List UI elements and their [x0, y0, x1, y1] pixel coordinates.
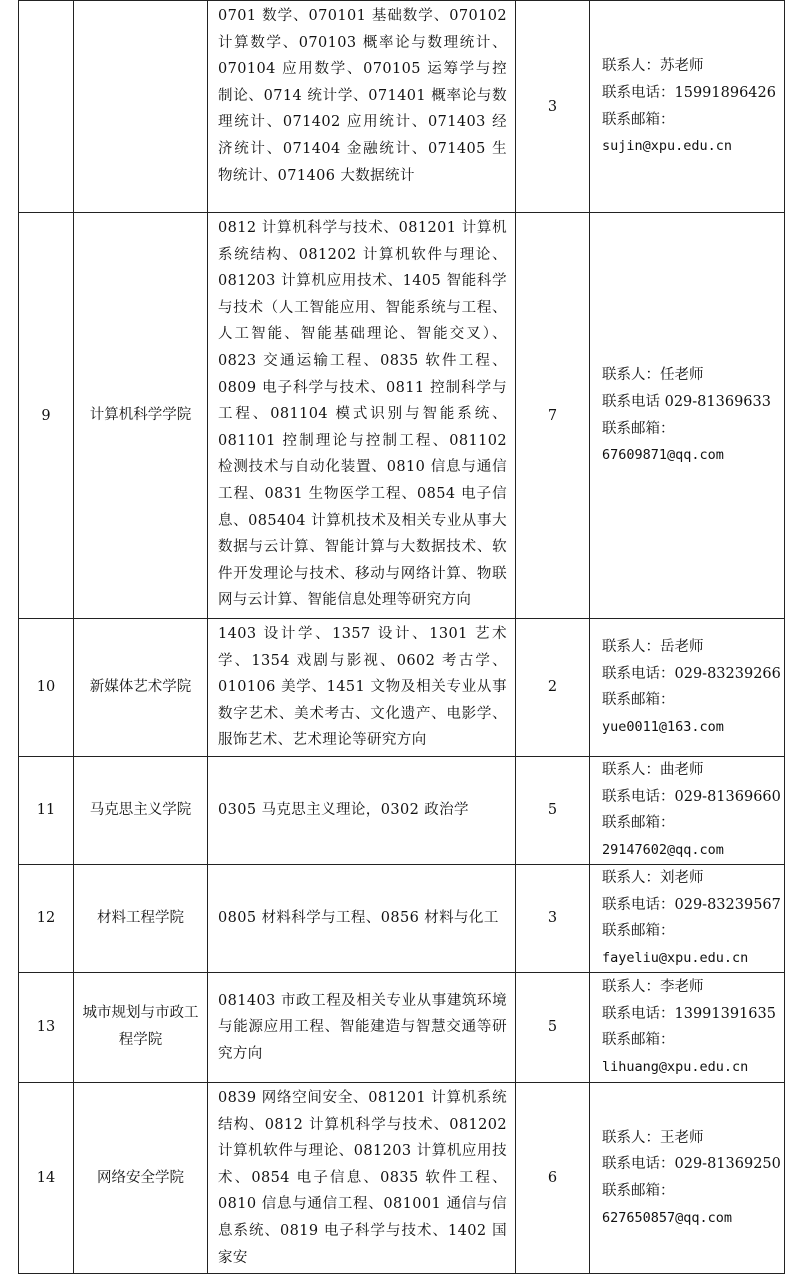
table-row [19, 619, 785, 757]
contact-email: lihuang@xpu.edu.cn [602, 1059, 749, 1076]
college-name: 城市规划与市政工程学院 [74, 972, 208, 1082]
contact-person: 联系人：岳老师 [602, 639, 704, 656]
contact-person: 联系人：李老师 [602, 979, 704, 996]
contact-person: 联系人：苏老师 [602, 58, 704, 75]
majors-list: 0839 网络空间安全、081201 计算机系统结构、0812 计算机科学与技术、081202 计算机软件与理论、081203 计算机应用技术、0854 电子信息、0835 软件工程、0810 信息与通信工程、081001 通信与信息系统、0819 电子科学与技术、1402 国家安 [208, 1082, 516, 1273]
contact-email: 627650857@qq.com [602, 1209, 733, 1226]
row-number: 14 [19, 1082, 74, 1273]
quota-count: 7 [516, 213, 590, 619]
contact-email: fayeliu@xpu.edu.cn [602, 950, 749, 967]
contact-person: 联系人：曲老师 [602, 762, 704, 779]
recruitment-table [18, 0, 785, 1274]
row-number: 11 [19, 756, 74, 864]
majors-list: 0305 马克思主义理论，0302 政治学 [208, 756, 516, 864]
contact-info [590, 619, 785, 757]
contact-email: 29147602@qq.com [602, 842, 724, 859]
contact-phone: 联系电话：13991391635 [602, 1005, 776, 1022]
table-row [19, 1, 785, 213]
contact-email: sujin@xpu.edu.cn [602, 138, 733, 155]
contact-info [590, 756, 785, 864]
contact-person: 联系人：王老师 [602, 1129, 704, 1146]
contact-info [590, 213, 785, 619]
quota-count: 2 [516, 619, 590, 757]
college-name: 计算机科学学院 [74, 213, 208, 619]
contact-phone: 联系电话：15991896426 [602, 84, 776, 101]
contact-email-label: 联系邮箱： [602, 815, 675, 832]
majors-list: 0812 计算机科学与技术、081201 计算机系统结构、081202 计算机软件与理论、081203 计算机应用技术、1405 智能科学与技术（人工智能应用、智能系统与工程、人工智能、智能基础理论、智能交叉）、0823 交通运输工程、0835 软件工程、0809 电子科学与技术、0811 控制科学与工程、081104 模式识别与智能系统、081101 控制理论与控制工程、081102 检测技术与自动化装置、0810 信息与通信工程、0831 生物医学工程、0854 电子信息、085404 计算机技术及相关专业从事大数据与云计算、智能计算与大数据技术、软件开发理论与技术、移动与网络计算、物联网与云计算、智能信息处理等研究方向 [208, 213, 516, 619]
contact-phone: 联系电话：029-83239266 [602, 665, 781, 682]
contact-info [590, 972, 785, 1082]
row-number: 13 [19, 972, 74, 1082]
table-row [19, 1082, 785, 1273]
majors-list: 0805 材料科学与工程、0856 材料与化工 [208, 864, 516, 972]
majors-list: 081403 市政工程及相关专业从事建筑环境与能源应用工程、智能建造与智慧交通等研究方向 [208, 972, 516, 1082]
contact-phone: 联系电话 029-81369633 [602, 393, 771, 410]
contact-email-label: 联系邮箱： [602, 1032, 675, 1049]
contact-person: 联系人：刘老师 [602, 870, 704, 887]
contact-info [590, 1, 785, 213]
contact-phone: 联系电话：029-81369660 [602, 788, 781, 805]
row-number: 12 [19, 864, 74, 972]
row-number: 10 [19, 619, 74, 757]
majors-list: 0701 数学、070101 基础数学、070102 计算数学、070103 概率论与数理统计、070104 应用数学、070105 运筹学与控制论、0714 统计学、071401 概率论与数理统计、071402 应用统计、071403 经济统计、071404 金融统计、071405 生物统计、071406 大数据统计 [208, 1, 516, 213]
college-name: 马克思主义学院 [74, 756, 208, 864]
quota-count: 5 [516, 972, 590, 1082]
college-name: 材料工程学院 [74, 864, 208, 972]
contact-person: 联系人：任老师 [602, 367, 704, 384]
contact-email-label: 联系邮箱： [602, 692, 675, 709]
contact-email-label: 联系邮箱： [602, 1183, 675, 1200]
quota-count: 5 [516, 756, 590, 864]
contact-email: yue0011@163.com [602, 719, 724, 736]
table-row [19, 756, 785, 864]
table-row [19, 864, 785, 972]
row-number: 9 [19, 213, 74, 619]
quota-count: 3 [516, 864, 590, 972]
contact-email-label: 联系邮箱： [602, 111, 675, 128]
college-name: 网络安全学院 [74, 1082, 208, 1273]
table-row [19, 972, 785, 1082]
contact-info [590, 864, 785, 972]
majors-list: 1403 设计学、1357 设计、1301 艺术学、1354 戏剧与影视、0602 考古学、010106 美学、1451 文物及相关专业从事数字艺术、美术考古、文化遗产、电影学、服饰艺术、艺术理论等研究方向 [208, 619, 516, 757]
contact-info [590, 1082, 785, 1273]
table-row [19, 213, 785, 619]
quota-count: 3 [516, 1, 590, 213]
contact-phone: 联系电话：029-83239567 [602, 896, 781, 913]
quota-count: 6 [516, 1082, 590, 1273]
contact-phone: 联系电话：029-81369250 [602, 1156, 781, 1173]
college-name [74, 1, 208, 213]
contact-email-label: 联系邮箱： [602, 923, 675, 940]
college-name: 新媒体艺术学院 [74, 619, 208, 757]
row-number [19, 1, 74, 213]
contact-email: 67609871@qq.com [602, 447, 724, 464]
contact-email-label: 联系邮箱： [602, 420, 675, 437]
